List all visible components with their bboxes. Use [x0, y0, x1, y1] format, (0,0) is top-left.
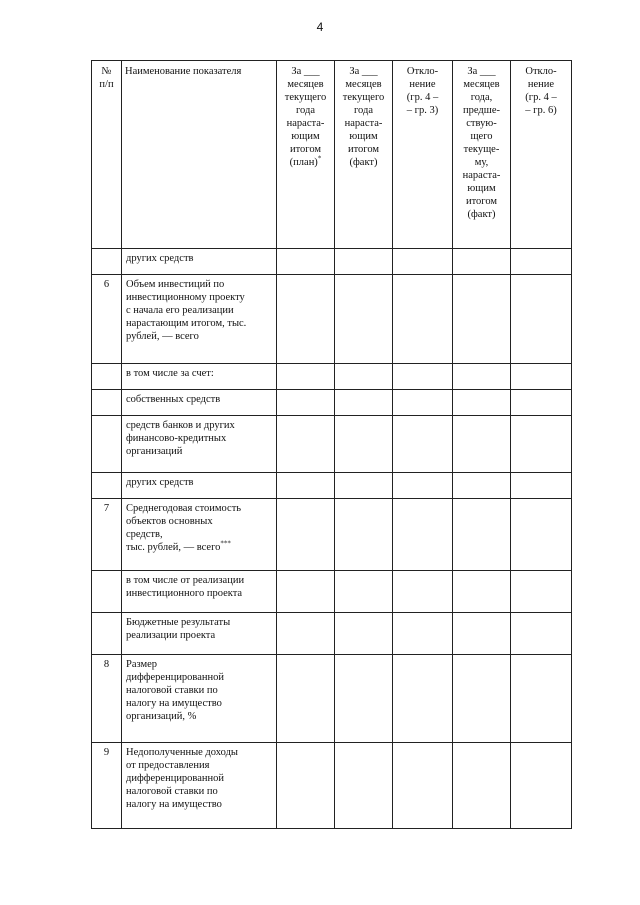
cell-plan: [277, 743, 335, 829]
table-header-row: [92, 61, 572, 249]
header-col3: [277, 61, 335, 249]
cell-fact: [335, 416, 393, 473]
cell-fact: [335, 613, 393, 655]
cell-dev2: [511, 571, 572, 613]
table-row: [92, 655, 572, 743]
cell-prev: [453, 390, 511, 416]
cell-fact: [335, 249, 393, 275]
row-name: в том числе от реализации инвестиционного проекта: [122, 571, 277, 613]
row-num: [92, 390, 122, 416]
cell-fact: [335, 655, 393, 743]
row-num: 8: [92, 655, 122, 743]
row-name: других средств: [122, 249, 277, 275]
header-col5: Откло- нение (гр. 4 – – гр. 3): [393, 61, 453, 249]
row-num: 7: [92, 499, 122, 571]
row-name: в том числе за счет:: [122, 364, 277, 390]
row-num: [92, 416, 122, 473]
cell-dev: [393, 499, 453, 571]
cell-dev2: [511, 613, 572, 655]
table-row: [92, 364, 572, 390]
cell-dev2: [511, 416, 572, 473]
cell-dev: [393, 473, 453, 499]
page-number: 4: [316, 20, 324, 34]
row-num: [92, 364, 122, 390]
cell-dev2: [511, 275, 572, 364]
row-footnote-mark: ***: [220, 539, 231, 548]
cell-plan: [277, 390, 335, 416]
row-name: других средств: [122, 473, 277, 499]
row-name: Недополученные доходы от предоставления дифференцированной налоговой ставки по налогу на имущество: [122, 743, 277, 829]
cell-prev: [453, 275, 511, 364]
header-col7: Откло- нение (гр. 4 – – гр. 6): [511, 61, 572, 249]
cell-prev: [453, 249, 511, 275]
cell-dev2: [511, 499, 572, 571]
cell-plan: [277, 275, 335, 364]
cell-plan: [277, 416, 335, 473]
cell-fact: [335, 571, 393, 613]
cell-dev2: [511, 743, 572, 829]
cell-plan: [277, 655, 335, 743]
row-name-cell: [122, 499, 277, 571]
cell-dev: [393, 249, 453, 275]
cell-prev: [453, 743, 511, 829]
cell-dev2: [511, 655, 572, 743]
cell-fact: [335, 364, 393, 390]
header-col3-footnote-mark: *: [317, 154, 322, 163]
cell-prev: [453, 499, 511, 571]
header-name: Наименование показателя: [122, 61, 277, 249]
cell-dev2: [511, 249, 572, 275]
table-row: [92, 275, 572, 364]
cell-dev2: [511, 473, 572, 499]
table-row: [92, 571, 572, 613]
cell-plan: [277, 571, 335, 613]
table-row: [92, 499, 572, 571]
table-row: [92, 613, 572, 655]
cell-prev: [453, 416, 511, 473]
cell-prev: [453, 571, 511, 613]
row-num: [92, 571, 122, 613]
row-num: [92, 473, 122, 499]
header-num: № п/п: [92, 61, 122, 249]
row-num: 9: [92, 743, 122, 829]
cell-plan: [277, 499, 335, 571]
row-num: [92, 249, 122, 275]
header-col4: За ___ месяцев текущего года нараста- ющим итогом (факт): [335, 61, 393, 249]
row-num: [92, 613, 122, 655]
table-row: [92, 743, 572, 829]
cell-fact: [335, 499, 393, 571]
row-name: Среднегодовая стоимость объектов основных средств, тыс. рублей, — всего: [126, 503, 242, 553]
row-name: средств банков и других финансово-кредитных организаций: [122, 416, 277, 473]
row-num: 6: [92, 275, 122, 364]
cell-plan: [277, 364, 335, 390]
cell-prev: [453, 364, 511, 390]
cell-fact: [335, 275, 393, 364]
cell-plan: [277, 613, 335, 655]
cell-dev: [393, 743, 453, 829]
cell-fact: [335, 390, 393, 416]
cell-dev: [393, 390, 453, 416]
cell-prev: [453, 613, 511, 655]
header-col3-text: За ___ месяцев текущего года нараста- ющим итогом (план): [284, 66, 327, 168]
cell-fact: [335, 473, 393, 499]
cell-dev: [393, 416, 453, 473]
cell-prev: [453, 655, 511, 743]
table-row: [92, 390, 572, 416]
row-name: Бюджетные результаты реализации проекта: [122, 613, 277, 655]
cell-dev2: [511, 390, 572, 416]
row-name: Объем инвестиций по инвестиционному проекту с начала его реализации нарастающим итогом, тыс. рублей, — всего: [122, 275, 277, 364]
cell-plan: [277, 249, 335, 275]
row-name: Размер дифференцированной налоговой ставки по налогу на имущество организаций, %: [122, 655, 277, 743]
table-row: [92, 416, 572, 473]
row-name: собственных средств: [122, 390, 277, 416]
cell-fact: [335, 743, 393, 829]
cell-plan: [277, 473, 335, 499]
header-col6: За ___ месяцев года, предше- ствую- щего текуще- му, нараста- ющим итогом (факт): [453, 61, 511, 249]
table-row: [92, 249, 572, 275]
report-table: [91, 60, 572, 829]
cell-dev: [393, 571, 453, 613]
cell-dev: [393, 655, 453, 743]
table-row: [92, 473, 572, 499]
cell-dev: [393, 275, 453, 364]
cell-dev: [393, 613, 453, 655]
cell-dev2: [511, 364, 572, 390]
cell-prev: [453, 473, 511, 499]
cell-dev: [393, 364, 453, 390]
